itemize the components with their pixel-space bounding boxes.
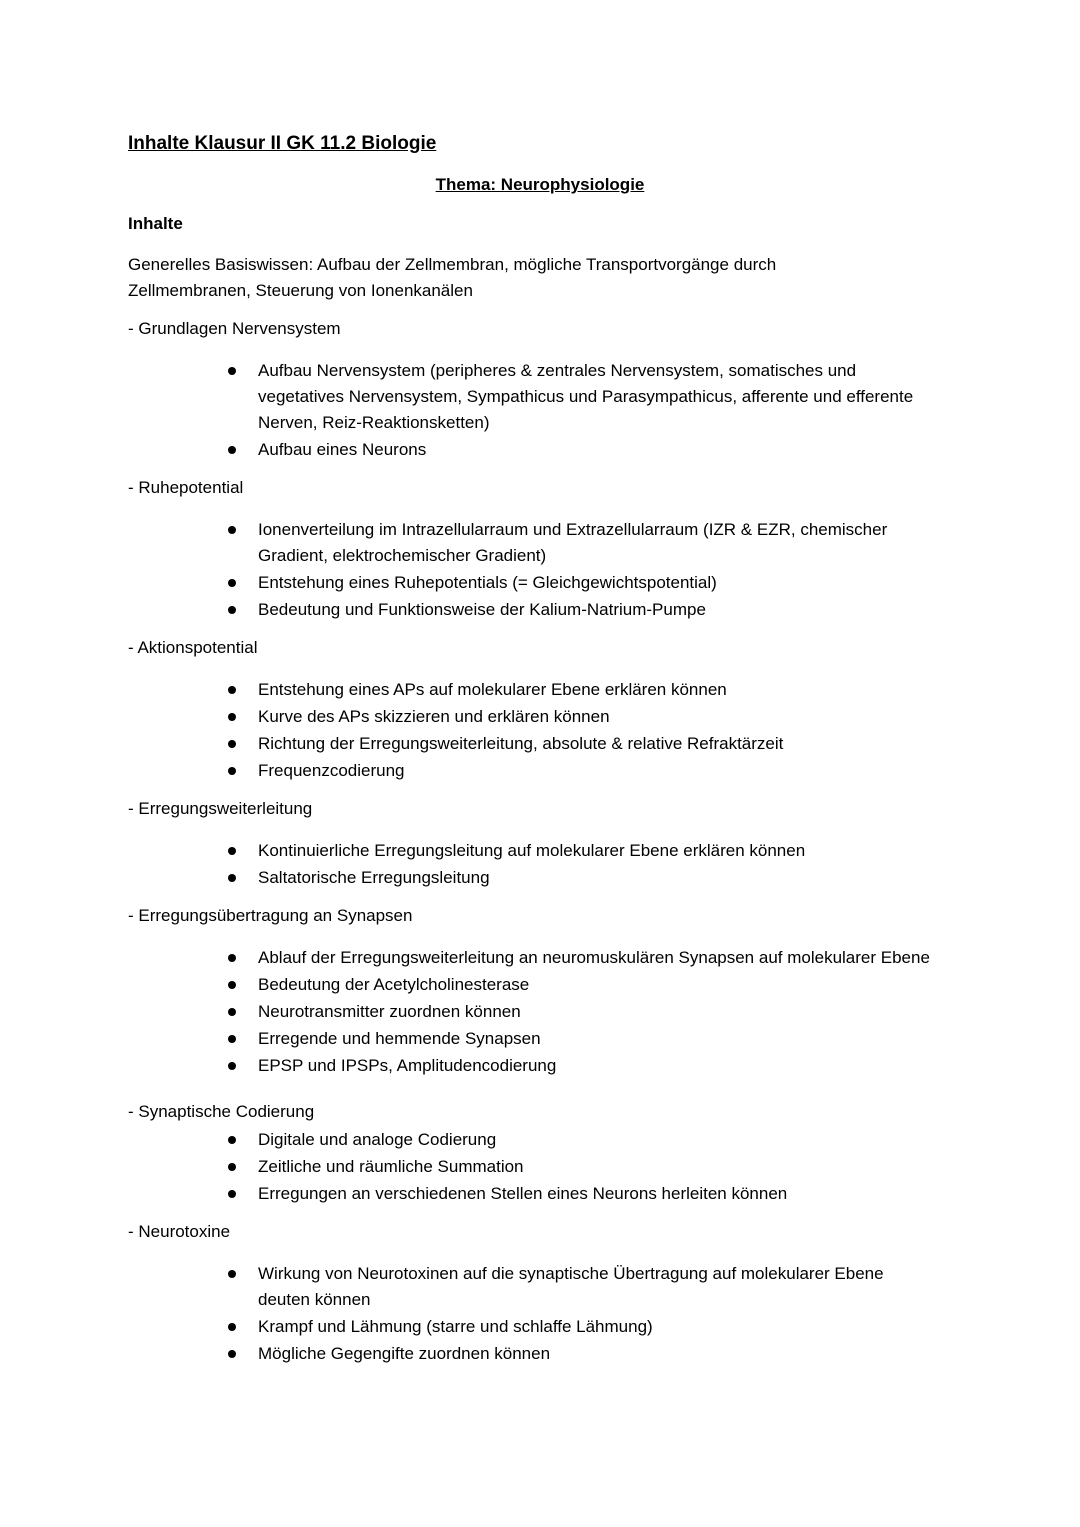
document-topic: Thema: Neurophysiologie	[435, 175, 645, 194]
section-title: - Synaptische Codierung	[128, 1102, 315, 1121]
contents-heading: Inhalte	[128, 214, 183, 233]
list-item: Wirkung von Neurotoxinen auf die synaptische Übertragung auf molekularer Ebene deuten können	[258, 1261, 938, 1313]
section-title: - Ruhepotential	[128, 478, 244, 497]
list-item: Aufbau eines Neurons	[258, 437, 938, 463]
section-neurotoxine	[128, 1219, 938, 1367]
section-synaptische-codierung	[128, 1099, 938, 1207]
section-synapsen	[128, 903, 938, 1079]
section-title: - Erregungsübertragung an Synapsen	[128, 906, 413, 925]
list-item: Bedeutung und Funktionsweise der Kalium-Natrium-Pumpe	[258, 597, 938, 623]
list-item: Digitale und analoge Codierung	[258, 1127, 938, 1153]
list-item: Frequenzcodierung	[258, 758, 938, 784]
section-aktionspotential	[128, 635, 938, 784]
document-title: Inhalte Klausur II GK 11.2 Biologie	[128, 133, 437, 154]
list-item: Bedeutung der Acetylcholinesterase	[258, 972, 938, 998]
list-item: Richtung der Erregungsweiterleitung, absolute & relative Refraktärzeit	[258, 731, 938, 757]
list-item: Krampf und Lähmung (starre und schlaffe Lähmung)	[258, 1314, 938, 1340]
list-item: Ionenverteilung im Intrazellularraum und Extrazellularraum (IZR & EZR, chemischer Gradient, elektrochemischer Gradient)	[258, 517, 938, 569]
list-item: Ablauf der Erregungsweiterleitung an neuromuskulären Synapsen auf molekularer Ebene	[258, 945, 938, 971]
list-item: Entstehung eines APs auf molekularer Ebene erklären können	[258, 677, 938, 703]
list-item: Zeitliche und räumliche Summation	[258, 1154, 938, 1180]
list-item: Aufbau Nervensystem (peripheres & zentrales Nervensystem, somatisches und vegetatives Nervensystem, Sympathicus und Parasympathicus, afferente und efferente Nerven, Reiz-Reaktionsketten)	[258, 358, 938, 436]
section-erregungsweiterleitung	[128, 796, 938, 891]
section-title: - Erregungsweiterleitung	[128, 799, 313, 818]
list-item: Mögliche Gegengifte zuordnen können	[258, 1341, 938, 1367]
intro-paragraph: Generelles Basiswissen: Aufbau der Zellmembran, mögliche Transportvorgänge durch Zellmembranen, Steuerung von Ionenkanälen	[128, 255, 777, 300]
list-item: Neurotransmitter zuordnen können	[258, 999, 938, 1025]
document-page	[128, 130, 938, 1368]
list-item: Erregende und hemmende Synapsen	[258, 1026, 938, 1052]
list-item: EPSP und IPSPs, Amplitudencodierung	[258, 1053, 938, 1079]
list-item: Saltatorische Erregungsleitung	[258, 865, 938, 891]
section-title: - Grundlagen Nervensystem	[128, 319, 341, 338]
section-ruhepotential	[128, 475, 938, 623]
list-item: Kontinuierliche Erregungsleitung auf molekularer Ebene erklären können	[258, 838, 938, 864]
list-item: Erregungen an verschiedenen Stellen eines Neurons herleiten können	[258, 1181, 938, 1207]
section-grundlagen	[128, 316, 938, 463]
section-title: - Neurotoxine	[128, 1222, 231, 1241]
list-item: Kurve des APs skizzieren und erklären können	[258, 704, 938, 730]
list-item: Entstehung eines Ruhepotentials (= Gleichgewichtspotential)	[258, 570, 938, 596]
section-title: - Aktionspotential	[128, 638, 258, 657]
